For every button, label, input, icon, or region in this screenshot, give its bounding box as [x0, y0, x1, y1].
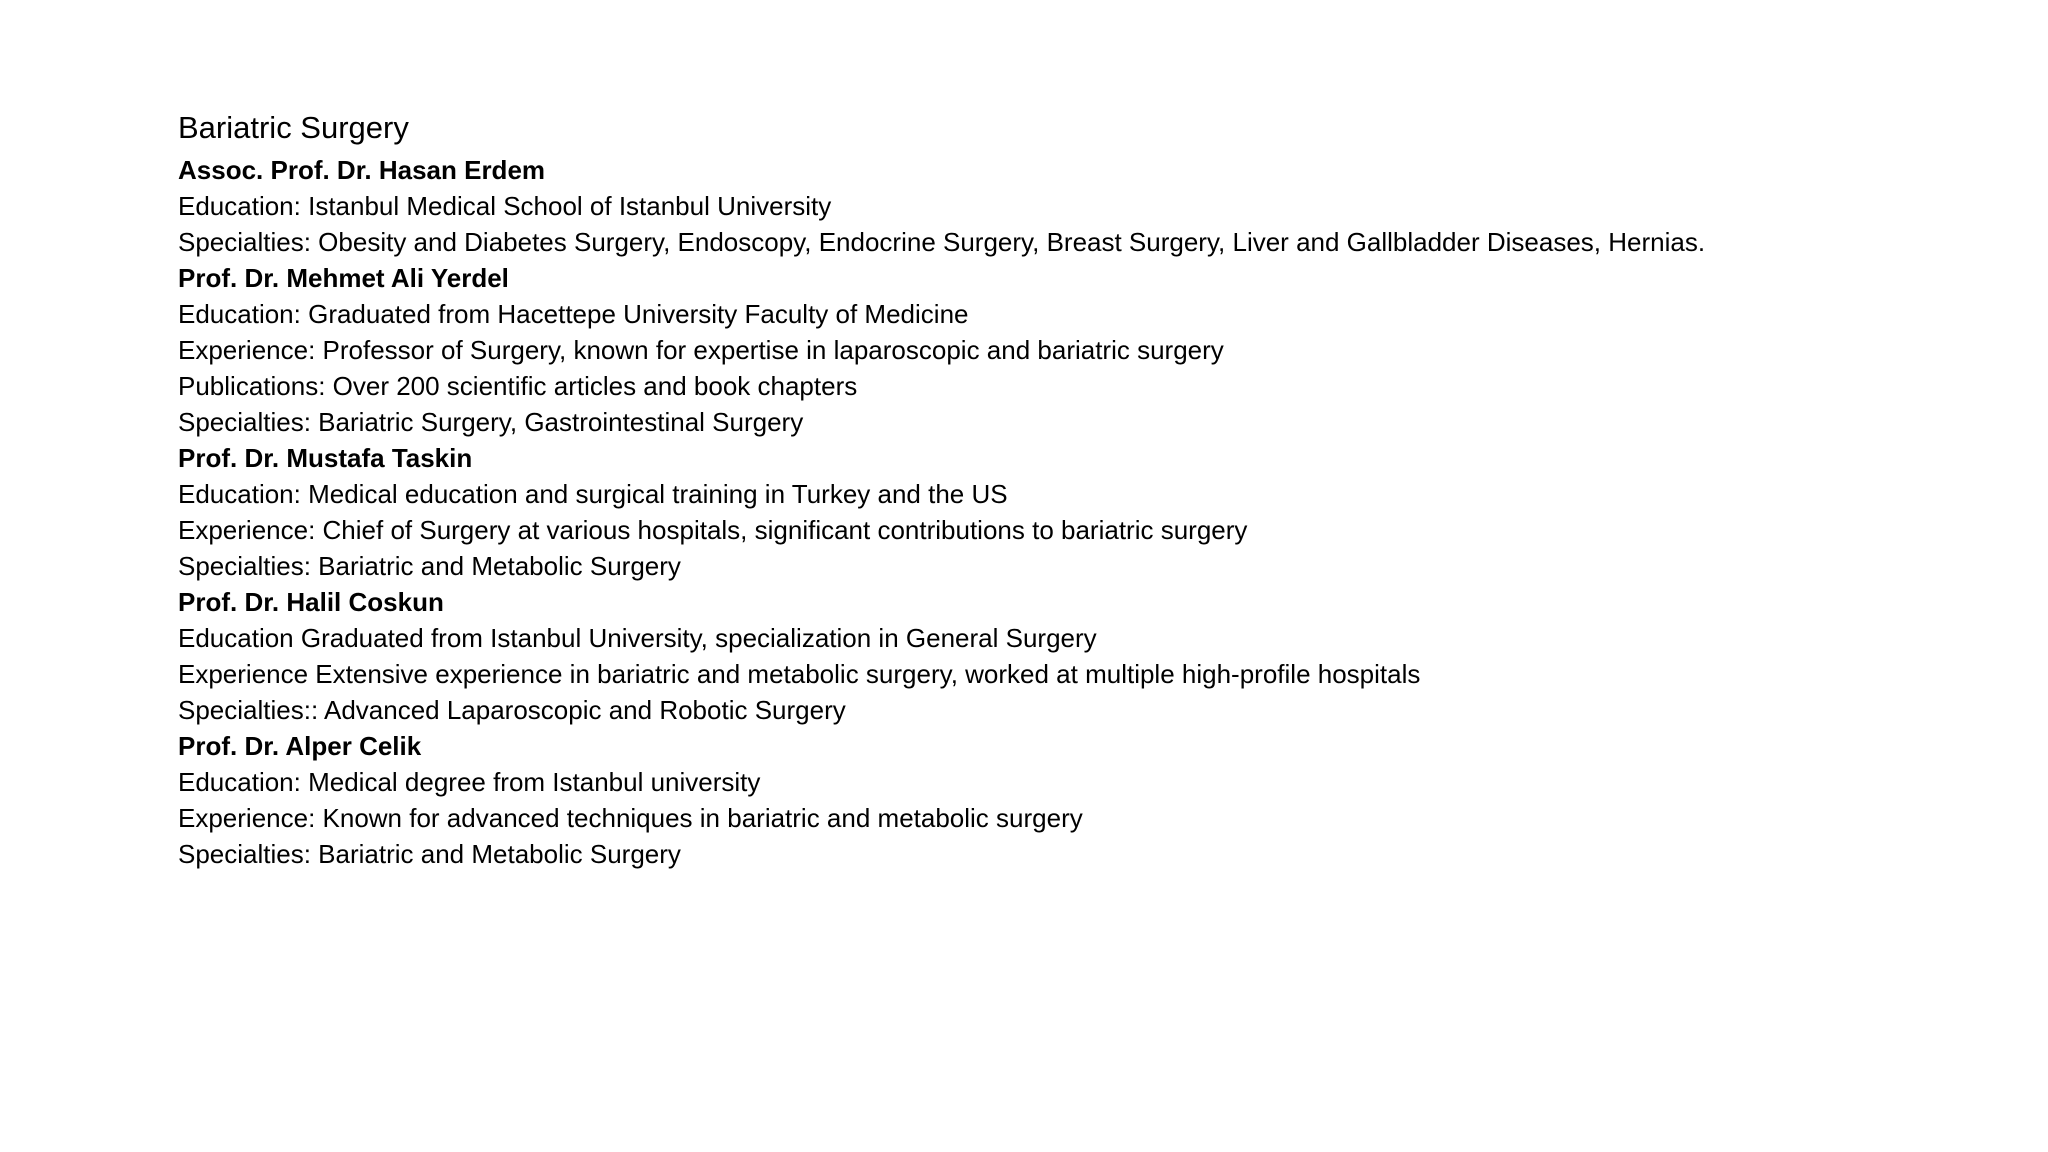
doctor-specialties: Specialties: Bariatric Surgery, Gastrointestinal Surgery [178, 407, 804, 437]
doctor-experience: Experience: Professor of Surgery, known for expertise in laparoscopic and bariatric surgery [178, 335, 1224, 365]
doctor-education: Education: Medical degree from Istanbul university [178, 767, 761, 797]
doctor-publications: Publications: Over 200 scientific articles and book chapters [178, 371, 858, 401]
doctor-entry [178, 728, 2018, 872]
doctor-specialties: Specialties: Bariatric and Metabolic Surgery [178, 551, 681, 581]
doctor-education: Education: Istanbul Medical School of Istanbul University [178, 191, 832, 221]
doctor-education: Education Graduated from Istanbul University, specialization in General Surgery [178, 623, 1097, 653]
doctor-experience: Experience Extensive experience in bariatric and metabolic surgery, worked at multiple high-profile hospitals [178, 659, 1421, 689]
doctor-education: Education: Graduated from Hacettepe University Faculty of Medicine [178, 299, 969, 329]
doctor-education: Education: Medical education and surgical training in Turkey and the US [178, 479, 1008, 509]
doctor-specialties: Specialties: Bariatric and Metabolic Surgery [178, 839, 681, 869]
slide-content [178, 104, 2018, 872]
page-title: Bariatric Surgery [178, 110, 409, 145]
doctor-entry [178, 584, 2018, 728]
doctor-experience: Experience: Chief of Surgery at various hospitals, significant contributions to bariatric surgery [178, 515, 1248, 545]
doctor-name: Prof. Dr. Mustafa Taskin [178, 443, 473, 473]
doctor-specialties: Specialties:: Advanced Laparoscopic and Robotic Surgery [178, 695, 846, 725]
doctor-name: Assoc. Prof. Dr. Hasan Erdem [178, 155, 546, 185]
doctor-entry [178, 260, 2018, 440]
doctor-experience: Experience: Known for advanced techniques in bariatric and metabolic surgery [178, 803, 1083, 833]
doctor-name: Prof. Dr. Mehmet Ali Yerdel [178, 263, 509, 293]
doctor-entry [178, 152, 2018, 260]
doctor-name: Prof. Dr. Halil Coskun [178, 587, 444, 617]
doctor-specialties: Specialties: Obesity and Diabetes Surgery, Endoscopy, Endocrine Surgery, Breast Surgery, Liver and Gallbladder Diseases, Hernias. [178, 227, 1706, 257]
doctor-name: Prof. Dr. Alper Celik [178, 731, 422, 761]
doctor-entry [178, 440, 2018, 584]
